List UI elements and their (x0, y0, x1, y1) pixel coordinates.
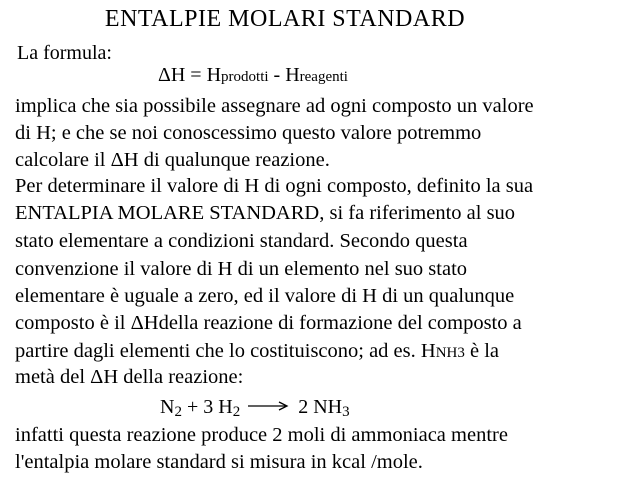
formula-sub-reagents: reagenti (299, 69, 348, 85)
paragraph-line: metà del ΔH della reazione: (15, 366, 244, 388)
enthalpy-formula (158, 64, 348, 87)
page-title: ENTALPIE MOLARI STANDARD (104, 6, 466, 32)
formula-operator: - H (268, 64, 300, 86)
product-subscript: 3 (342, 404, 350, 420)
closing-line: infatti questa reazione produce 2 moli di ammoniaca mentre (15, 424, 508, 446)
paragraph-line: implica che sia possibile assegnare ad ogni composto un valore (15, 95, 534, 117)
closing-line: l'entalpia molare standard si misura in kcal /mole. (15, 451, 423, 473)
paragraph-line-text: partire dagli elementi che lo costituiscono; ad es. H (15, 340, 436, 362)
paragraph-line: composto è il ΔHdella reazione di formazione del composto a (15, 312, 522, 334)
paragraph-line: di H; e che se noi conoscessimo questo valore potremmo (15, 122, 482, 144)
reactant-n: N (160, 396, 175, 418)
reaction-equation (160, 396, 350, 419)
paragraph-line-tail: è la (464, 340, 500, 362)
paragraph-line: convenzione il valore di H di un elemento nel suo stato (15, 258, 468, 280)
paragraph-line: stato elementare a condizioni standard. Secondo questa (15, 230, 468, 252)
reactant-n-subscript: 2 (174, 404, 182, 420)
formula-lhs: ΔH = H (158, 64, 222, 86)
paragraph-line: elementare è uguale a zero, ed il valore di H di un qualunque (15, 285, 515, 307)
reactant-h-subscript: 2 (232, 404, 241, 420)
reaction-arrow-icon (246, 401, 290, 415)
paragraph-line (15, 340, 499, 363)
reactant-h: + 3 H (181, 396, 233, 418)
intro-label: La formula: (17, 42, 112, 64)
formula-sub-products: prodotti (221, 69, 269, 85)
product-nh: 2 NH (298, 396, 343, 418)
nh3-subscript: NH3 (435, 345, 465, 361)
paragraph-line: ENTALPIA MOLARE STANDARD, si fa riferimento al suo (15, 202, 516, 224)
paragraph-line: Per determinare il valore di H di ogni composto, definito la sua (15, 175, 534, 197)
paragraph-line: calcolare il ΔH di qualunque reazione. (15, 149, 330, 171)
